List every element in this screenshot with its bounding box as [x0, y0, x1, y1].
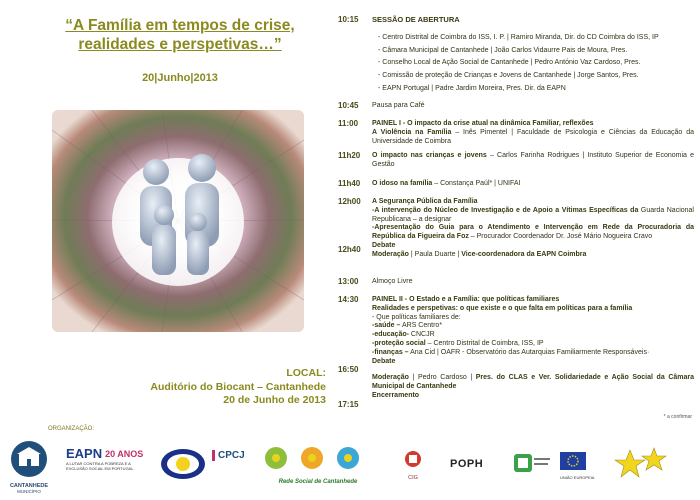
program-talk-elderly: [338, 180, 694, 189]
list-item: - EAPN Portugal | Padre Jardim Moreira, Pres. Dir. da EAPN: [378, 85, 694, 94]
program-break: [338, 102, 694, 111]
panel-title: PAINEL II - O Estado e a Família: que políticas familiares: [372, 296, 560, 303]
program-opening: [338, 16, 694, 98]
time-label: 11:00: [338, 119, 359, 128]
list-item: - Comissão de proteção de Crianças e Jovens de Cantanhede | Jorge Santos, Pres.: [378, 72, 694, 81]
talk-speaker: Guarda Nacional Republicana – a designar: [372, 206, 694, 223]
policies-intro: - Que políticas familiares de:: [372, 313, 461, 321]
qren-logo: [512, 452, 552, 479]
municipio-text: MUNICÍPIO: [17, 489, 41, 494]
program-panel-2: [338, 295, 694, 409]
qren-icon: [512, 452, 552, 474]
program-security: [338, 198, 694, 260]
eapn-tagline: A LUTAR CONTRA A POBREZA E A EXCLUSÃO SOCIAL EM PORTUGAL: [66, 461, 134, 471]
moderator-name: | Pedro Cardoso |: [408, 374, 476, 382]
time-label: 12h00: [338, 197, 361, 206]
talk-title: O impacto nas crianças e jovens: [372, 152, 487, 159]
time-label: 14:30: [338, 295, 359, 304]
policy-area: -proteção social: [372, 339, 426, 347]
time-label: 10:15: [338, 15, 359, 24]
list-item: - Conselho Local de Ação Social de Cantanhede | Pedro António Vaz Cardoso, Pres.: [378, 59, 694, 68]
poph-text: POPH: [450, 458, 484, 470]
break-text: Pausa para Café: [372, 102, 425, 109]
panel-title: PAINEL I - O impacto da crise atual na dinâmica Familiar, reflexões: [372, 120, 594, 127]
event-title-line-1: “A Família em tempos de crise,: [65, 17, 295, 34]
time-label: 17:15: [338, 400, 359, 409]
moderator-role: Vice-coordenadora da EAPN Coimbra: [461, 250, 587, 258]
to-confirm-note: * a confirmar: [663, 414, 692, 420]
program-talk-children: [338, 152, 694, 170]
debate-label: Debate: [372, 357, 396, 365]
talk-speaker: – Inês Pimentel | Faculdade de Psicologia e Ciências da Educação da Universidade de Coimbra: [372, 128, 695, 145]
cig-logo: [398, 450, 428, 481]
time-label: 11h40: [338, 179, 361, 188]
panel-subtitle: Realidades e perspetivas: o que existe e o que falta em políticas para a família: [372, 304, 633, 312]
policy-speaker: ARS Centro*: [400, 322, 443, 330]
eu-flag-icon: [560, 452, 586, 470]
venue-label: LOCAL:: [286, 367, 326, 379]
list-item: - Câmara Municipal de Cantanhede | João Carlos Vidaurre Pais de Moura, Pres.: [378, 47, 694, 56]
cpcj-text: CPCJ: [212, 450, 245, 461]
session-title: A Segurança Pública da Família: [372, 198, 478, 205]
family-figures-icon: [52, 110, 304, 332]
stars-icon: [614, 446, 670, 482]
policy-area: -saúde –: [372, 322, 401, 330]
poph-logo: [450, 454, 483, 472]
talk-speaker: – Constança Paúl* | UNIFAI: [432, 180, 521, 187]
time-label: 16:50: [338, 365, 359, 374]
talk-speaker: – Carlos Farinha Rodrigues | Instituto Superior de Economia e Gestão: [372, 152, 694, 168]
cantanhede-text: CANTANHEDE: [9, 483, 49, 489]
policy-area: -finanças –: [372, 348, 409, 356]
flowers-icon: [262, 444, 374, 474]
eapn-years: 20 ANOS: [105, 448, 144, 459]
cantanhede-logo: [4, 440, 54, 494]
moderator-name: | Paula Duarte |: [408, 250, 462, 258]
eu-text: UNIÃO EUROPEIA: [560, 475, 595, 480]
lunch-text: Almoço Livre: [372, 278, 413, 285]
closing-label: Encerramento: [372, 391, 420, 399]
rede-social-text: Rede Social de Cantanhede: [278, 479, 358, 485]
organization-label: ORGANIZAÇÃO:: [48, 426, 95, 432]
eu-logo: [560, 452, 600, 480]
policy-speaker: Ana Cid | OAFR - Observatório das Autarquias Familiarmente Responsáveis·: [408, 348, 650, 356]
venue-date: 20 de Junho de 2013: [223, 394, 326, 406]
cig-text: CIG: [408, 475, 418, 481]
talk-title: -Apresentação do Guia para o Atendimento e Intervenção em Rede da Procuradoria da República da Figueira da Foz: [372, 224, 694, 241]
moderator-role: Pres. do CLAS e Ver. Solidariedade e Ação Social da Câmara Municipal de Cantanhede: [372, 374, 694, 391]
debate-label: Debate: [372, 241, 396, 249]
program-lunch: [338, 278, 694, 287]
time-label: 12h40: [338, 245, 361, 254]
session-title: SESSÃO DE ABERTURA: [372, 15, 460, 24]
moderation-label: Moderação: [372, 250, 409, 258]
talk-speaker: – Procurador Coordenador Dr. José Mário Nogueira Cravo: [468, 233, 653, 241]
policy-speaker: CNCJR: [408, 331, 435, 339]
municipality-crest-icon: [4, 440, 54, 478]
time-label: 13:00: [338, 277, 359, 286]
venue-block: [40, 367, 326, 408]
program-panel-1: [338, 120, 694, 146]
talk-title: O idoso na família: [372, 180, 433, 187]
rede-social-logo: [262, 444, 374, 485]
cpcj-logo: [212, 450, 245, 461]
venue-name: Auditório do Biocant – Cantanhede: [150, 380, 326, 393]
talk-title: A Violência na Família: [372, 128, 452, 136]
eapn-text: EAPN: [66, 446, 103, 461]
event-date: 20|Junho|2013: [142, 72, 218, 84]
eapn-logo: [66, 446, 150, 471]
cig-emblem-icon: [398, 450, 428, 470]
opening-speakers-list: [372, 34, 694, 94]
talk-title: -A intervenção do Núcleo de Investigação e de Apoio a Vítimas Específicas da: [372, 206, 639, 214]
eye-icon: [160, 448, 206, 480]
policy-area: -educação-: [372, 331, 409, 339]
moderation-label: Moderação: [372, 374, 409, 382]
event-title: [40, 16, 320, 54]
event-title-line-2: realidades e perspetivas…”: [78, 36, 282, 53]
policy-speaker: – Centro Distrital de Coimbra, ISS, IP: [425, 339, 544, 347]
time-label: 10:45: [338, 101, 359, 110]
eye-logo: [160, 448, 206, 485]
time-label: 11h20: [338, 151, 361, 160]
family-illustration: [52, 110, 304, 332]
list-item: - Centro Distrital de Coimbra do ISS, I. P. | Ramiro Miranda, Dir. do CD Coimbra do ISS, IP: [378, 34, 694, 43]
stars-logo: [614, 446, 670, 487]
